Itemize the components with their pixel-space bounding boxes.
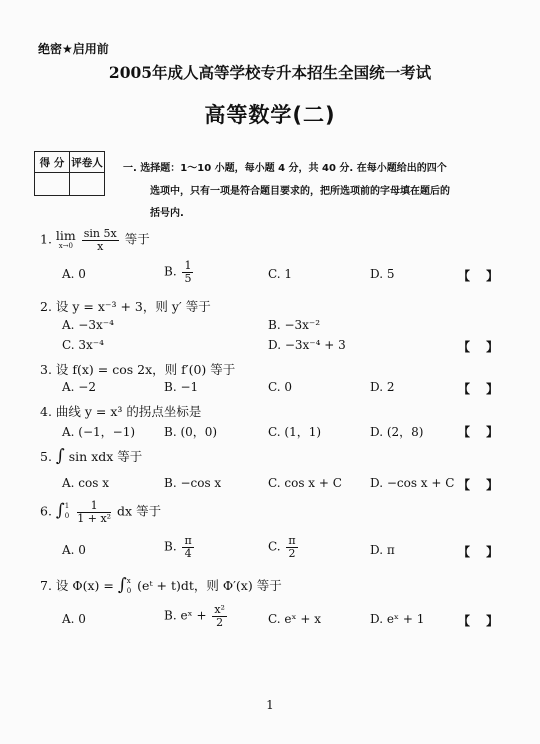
subject-title: 高等数学(二) xyxy=(204,103,336,127)
score-table xyxy=(34,151,105,196)
integral-sign: ∫ xyxy=(117,575,127,595)
q2-option-d[interactable]: D. −3x⁻⁴ + 3 xyxy=(268,338,346,352)
q2-option-b[interactable]: B. −3x⁻² xyxy=(268,318,321,332)
q3-answer-bracket[interactable]: 【 】 xyxy=(458,382,499,396)
instruction-line-1: 一. 选择题：1～10 小题，每小题 4 分，共 40 分. 在每小题给出的四个 xyxy=(123,163,447,174)
instruction-line-3: 括号内. xyxy=(150,208,184,219)
q7-option-d[interactable]: D. eˣ + 1 xyxy=(370,612,425,626)
page-number: 1 xyxy=(266,698,274,712)
secret-label: 绝密★启用前 xyxy=(38,42,109,56)
q5-answer-bracket[interactable]: 【 】 xyxy=(458,478,499,492)
q3-option-d[interactable]: D. 2 xyxy=(370,380,395,394)
q7-option-c[interactable]: C. eˣ + x xyxy=(268,612,322,626)
exam-title: 2005年成人高等学校专升本招生全国统一考试 xyxy=(108,63,432,82)
q5-option-b[interactable]: B. −cos x xyxy=(164,476,222,490)
q6-option-c[interactable]: C. $\frac{\pi}{2}$ xyxy=(268,534,296,560)
grader-cell[interactable] xyxy=(70,173,105,196)
grader-header: 评卷人 xyxy=(70,152,105,173)
q2-option-c[interactable]: C. 3x⁻⁴ xyxy=(62,338,104,352)
question-6: 6. ∫ 1 0 $\frac{1}{\text{1 + x²}}$ dx 等于 xyxy=(40,499,162,525)
q1-answer-bracket[interactable]: 【 】 xyxy=(458,269,499,283)
q5-option-c[interactable]: C. cos x + C xyxy=(268,476,342,490)
integral-sign: ∫ xyxy=(55,500,65,521)
q7-option-b[interactable]: B. eˣ + $\frac{\text{x²}}{2}$ xyxy=(164,603,225,629)
q5-option-d[interactable]: D. −cos x + C xyxy=(370,476,455,490)
q3-option-c[interactable]: C. 0 xyxy=(268,380,293,394)
question-5: 5. ∫ sin xdx 等于 xyxy=(40,446,143,466)
q3-option-a[interactable]: A. −2 xyxy=(62,380,96,394)
q4-option-a[interactable]: A. (−1，−1) xyxy=(62,425,136,439)
q6-option-a[interactable]: A. 0 xyxy=(62,543,86,557)
question-2: 2. 设 y = x⁻³ + 3，则 y′ 等于 xyxy=(40,299,211,314)
fraction: $\frac{1}{\text{1 + x²}}$ xyxy=(77,499,112,525)
q1-option-c[interactable]: C. 1 xyxy=(268,267,293,281)
question-4: 4. 曲线 y = x³ 的拐点坐标是 xyxy=(40,404,202,419)
q6-answer-bracket[interactable]: 【 】 xyxy=(458,545,499,559)
q3-option-b[interactable]: B. −1 xyxy=(164,380,199,394)
integral-sign: ∫ xyxy=(55,446,65,466)
question-7: 7. 设 Φ(x) = ∫ x 0 (eᵗ + t)dt，则 Φ′(x) 等于 xyxy=(40,575,282,595)
question-3: 3. 设 f(x) = cos 2x，则 f′(0) 等于 xyxy=(40,362,236,377)
q7-option-a[interactable]: A. 0 xyxy=(62,612,86,626)
instruction-line-2: 选项中，只有一项是符合题目要求的，把所选项前的字母填在题后的 xyxy=(150,186,450,197)
score-cell[interactable] xyxy=(35,173,70,196)
q4-option-c[interactable]: C. (1，1) xyxy=(268,425,322,439)
q2-option-a[interactable]: A. −3x⁻⁴ xyxy=(62,318,114,332)
q4-option-b[interactable]: B. (0，0) xyxy=(164,425,218,439)
question-1: 1. lim x→0 $\frac{\sin 5x}{x}$ 等于 xyxy=(40,227,150,253)
q6-option-d[interactable]: D. π xyxy=(370,543,395,557)
limit-operator: lim x→0 xyxy=(55,228,76,250)
q4-answer-bracket[interactable]: 【 】 xyxy=(458,425,499,439)
q1-option-b[interactable]: B. $\frac{1}{5}$ xyxy=(164,259,192,285)
score-header: 得 分 xyxy=(35,152,70,173)
q2-answer-bracket[interactable]: 【 】 xyxy=(458,340,499,354)
q1-option-a[interactable]: A. 0 xyxy=(62,267,86,281)
fraction: $\frac{\sin 5x}{x}$ xyxy=(83,227,117,253)
q1-option-d[interactable]: D. 5 xyxy=(370,267,395,281)
q7-answer-bracket[interactable]: 【 】 xyxy=(458,614,499,628)
q5-option-a[interactable]: A. cos x xyxy=(62,476,109,490)
q4-option-d[interactable]: D. (2，8) xyxy=(370,425,424,439)
q6-option-b[interactable]: B. $\frac{\pi}{4}$ xyxy=(164,534,192,560)
